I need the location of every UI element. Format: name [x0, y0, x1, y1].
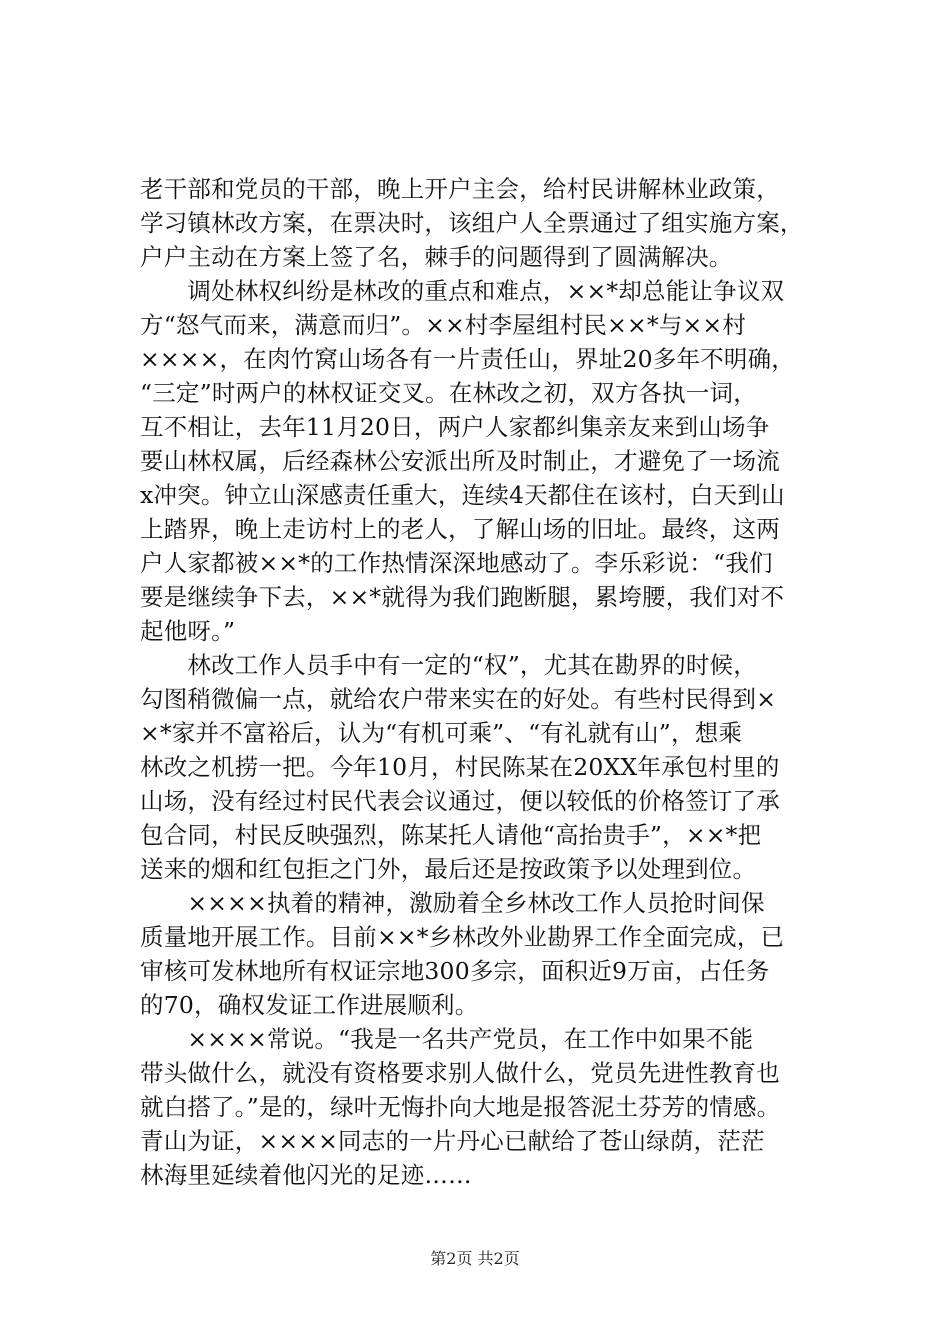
page-number-footer: 第2页 共2页 [430, 1249, 520, 1268]
text-line: ××××，在肉竹窝山场各有一片责任山，界址20多年不明确， [140, 345, 795, 373]
text-line: 带头做什么，就没有资格要求别人做什么，党员先进性教育也 [140, 1059, 780, 1087]
text-line: 青山为证，××××同志的一片丹心已献给了苍山绿荫，茫茫 [140, 1127, 765, 1155]
text-line: 山场，没有经过村民代表会议通过，便以较低的价格签订了承 [140, 787, 780, 815]
text-line: 老干部和党员的干部，晚上开户主会，给村民讲解林业政策， [140, 175, 780, 203]
text-line: 质量地开展工作。目前××*乡林改外业勘界工作全面完成，已 [140, 923, 785, 951]
text-line: 林改工作人员手中有一定的“权”，尤其在勘界的时候， [140, 651, 757, 679]
text-line: ××××常说。“我是一名共产党员，在工作中如果不能 [140, 1025, 754, 1053]
text-line: 调处林权纠纷是林改的重点和难点，××*却总能让争议双 [140, 277, 785, 305]
text-line: 送来的烟和红包拒之门外，最后还是按政策予以处理到位。 [140, 855, 757, 883]
text-line: ××××执着的精神，激励着全乡林改工作人员抢时间保 [140, 889, 765, 917]
text-line: 方“怒气而来，满意而归”。××村李屋组村民××*与××村 [140, 311, 747, 339]
text-line: 起他呀。” [140, 617, 236, 645]
text-line: x冲突。钟立山深感责任重大，连续4天都住在该村，白天到山 [140, 481, 785, 509]
text-line: 互不相让，去年11月20日，两户人家都纠集亲友来到山场争 [140, 413, 770, 441]
text-line: “三定”时两户的林权证交叉。在林改之初，双方各执一词， [140, 379, 757, 407]
text-line: 要是继续争下去，××*就得为我们跑断腿，累垮腰，我们对不 [140, 583, 785, 611]
text-line: ×*家并不富裕后，认为“有机可乘”、“有礼就有山”，想乘 [140, 719, 743, 747]
text-line: 的70，确权发证工作进展顺利。 [140, 991, 479, 1019]
text-line: 户户主动在方案上签了名，棘手的问题得到了圆满解决。 [140, 243, 733, 271]
text-line: 学习镇林改方案，在票决时，该组户人全票通过了组实施方案， [140, 209, 804, 237]
text-line: 勾图稍微偏一点，就给农户带来实在的好处。有些村民得到× [140, 685, 777, 713]
text-line: 户人家都被××*的工作热情深深地感动了。李乐彩说：“我们 [140, 549, 773, 577]
text-line: 上踏界，晚上走访村上的老人，了解山场的旧址。最终，这两 [140, 515, 780, 543]
text-line: 审核可发林地所有权证宗地300多宗，面积近9万亩，占任务 [140, 957, 770, 985]
text-line: 林海里延续着他闪光的足迹…… [140, 1161, 472, 1189]
text-line: 包合同，村民反映强烈，陈某托人请他“高抬贵手”，××*把 [140, 821, 762, 849]
text-line: 要山林权属，后经森林公安派出所及时制止，才避免了一场流 [140, 447, 780, 475]
text-line: 就白搭了。”是的，绿叶无悔扑向大地是报答泥土芬芳的情感。 [140, 1093, 781, 1121]
text-line: 林改之机捞一把。今年10月，村民陈某在20XX年承包村里的 [140, 753, 780, 781]
body-text [140, 172, 840, 1192]
